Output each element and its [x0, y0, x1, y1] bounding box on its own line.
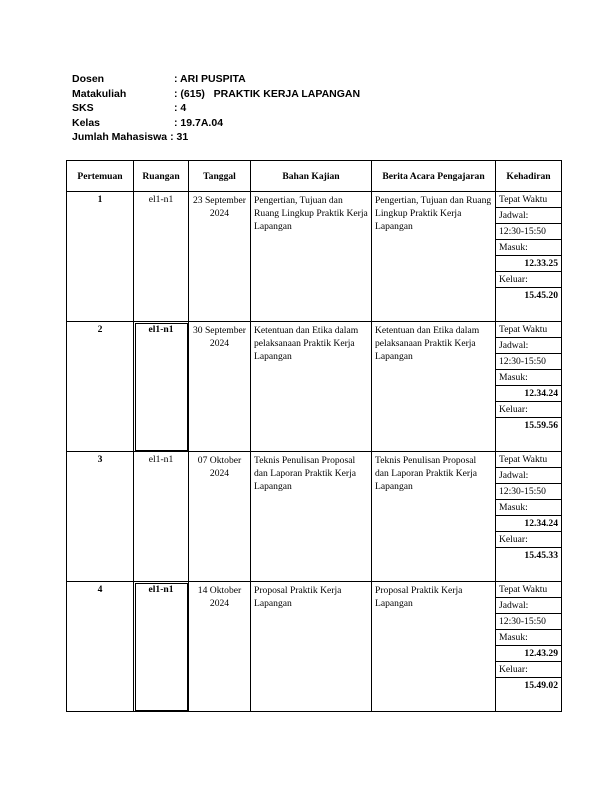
- col-header-pertemuan: Pertemuan: [67, 161, 134, 192]
- col-header-kehadiran: Kehadiran: [496, 161, 562, 192]
- keluar-label: Keluar:: [496, 402, 561, 418]
- masuk-label: Masuk:: [496, 240, 561, 256]
- keluar-value: 15.45.20: [524, 290, 558, 301]
- table-row: [67, 322, 562, 452]
- jumlah-row: [72, 130, 360, 145]
- keluar-value: 15.45.33: [524, 550, 558, 561]
- attendance-table: [66, 160, 562, 712]
- table-header-row: [67, 161, 562, 192]
- jadwal-label: Jadwal:: [496, 598, 561, 614]
- keluar-value: 15.49.02: [524, 680, 558, 691]
- masuk-value: 12.33.25: [496, 256, 561, 272]
- matakuliah-value: : (615) PRAKTIK KERJA LAPANGAN: [174, 87, 361, 100]
- keluar-label: Keluar:: [496, 662, 561, 678]
- sks-value: : 4: [174, 102, 187, 114]
- jumlah-value: : 31: [170, 131, 189, 143]
- ruangan-cell: el1-n1: [134, 192, 189, 322]
- tanggal-cell: 14 Oktober 2024: [189, 582, 251, 712]
- table-row: [67, 582, 562, 712]
- jumlah-label: Jumlah Mahasiswa: [72, 131, 168, 143]
- masuk-value: 12.34.24: [496, 386, 561, 402]
- table-row: [67, 192, 562, 322]
- matakuliah-label: Matakuliah: [72, 87, 127, 100]
- jadwal-value: 12:30-15:50: [496, 614, 561, 630]
- course-header: [72, 72, 360, 145]
- status-text: Tepat Waktu: [496, 322, 561, 338]
- pertemuan-cell: 4: [67, 582, 134, 712]
- kehadiran-cell: [496, 322, 562, 452]
- tanggal-cell: 07 Oktober 2024: [189, 452, 251, 582]
- dosen-label: Dosen: [72, 73, 105, 85]
- kehadiran-cell: [496, 192, 562, 322]
- kehadiran-cell: [496, 452, 562, 582]
- berita-acara-cell: Ketentuan dan Etika dalam pelaksanaan Praktik Kerja Lapangan: [372, 322, 496, 452]
- berita-acara-cell: Proposal Praktik Kerja Lapangan: [372, 582, 496, 712]
- status-text: Tepat Waktu: [496, 192, 561, 208]
- jadwal-label: Jadwal:: [496, 468, 561, 484]
- masuk-label: Masuk:: [496, 630, 561, 646]
- keluar-label: Keluar:: [496, 532, 561, 548]
- bahan-kajian-cell: Ketentuan dan Etika dalam pelaksanaan Praktik Kerja Lapangan: [251, 322, 372, 452]
- col-header-tanggal: Tanggal: [189, 161, 251, 192]
- dosen-value: : ARI PUSPITA: [174, 73, 246, 85]
- jadwal-value: 12:30-15:50: [496, 354, 561, 370]
- kelas-row: [72, 116, 360, 131]
- keluar-value: 15.59.56: [524, 420, 558, 431]
- berita-acara-cell: Pengertian, Tujuan dan Ruang Lingkup Praktik Kerja Lapangan: [372, 192, 496, 322]
- col-header-ruangan: Ruangan: [134, 161, 189, 192]
- matakuliah-row: [72, 87, 360, 102]
- berita-acara-cell: Teknis Penulisan Proposal dan Laporan Praktik Kerja Lapangan: [372, 452, 496, 582]
- bahan-kajian-cell: Proposal Praktik Kerja Lapangan: [251, 582, 372, 712]
- pertemuan-cell: 3: [67, 452, 134, 582]
- sks-row: [72, 101, 360, 116]
- jadwal-label: Jadwal:: [496, 338, 561, 354]
- tanggal-cell: 30 September 2024: [189, 322, 251, 452]
- ruangan-cell: el1-n1: [134, 322, 189, 452]
- kelas-value: : 19.7A.04: [174, 116, 224, 129]
- tanggal-cell: 23 September 2024: [189, 192, 251, 322]
- keluar-label: Keluar:: [496, 272, 561, 288]
- col-header-bahan-kajian: Bahan Kajian: [251, 161, 372, 192]
- col-header-berita-acara: Berita Acara Pengajaran: [372, 161, 496, 192]
- bahan-kajian-cell: Pengertian, Tujuan dan Ruang Lingkup Praktik Kerja Lapangan: [251, 192, 372, 322]
- masuk-label: Masuk:: [496, 370, 561, 386]
- status-text: Tepat Waktu: [496, 452, 561, 468]
- masuk-label: Masuk:: [496, 500, 561, 516]
- masuk-value: 12.43.29: [496, 646, 561, 662]
- sks-label: SKS: [72, 102, 94, 114]
- dosen-row: [72, 72, 360, 87]
- kehadiran-cell: [496, 582, 562, 712]
- ruangan-cell: el1-n1: [134, 452, 189, 582]
- jadwal-value: 12:30-15:50: [496, 484, 561, 500]
- ruangan-cell: el1-n1: [134, 582, 189, 712]
- table-row: [67, 452, 562, 582]
- masuk-value: 12.34.24: [496, 516, 561, 532]
- jadwal-value: 12:30-15:50: [496, 224, 561, 240]
- jadwal-label: Jadwal:: [496, 208, 561, 224]
- pertemuan-cell: 1: [67, 192, 134, 322]
- kelas-label: Kelas: [72, 116, 101, 129]
- status-text: Tepat Waktu: [496, 582, 561, 598]
- bahan-kajian-cell: Teknis Penulisan Proposal dan Laporan Praktik Kerja Lapangan: [251, 452, 372, 582]
- pertemuan-cell: 2: [67, 322, 134, 452]
